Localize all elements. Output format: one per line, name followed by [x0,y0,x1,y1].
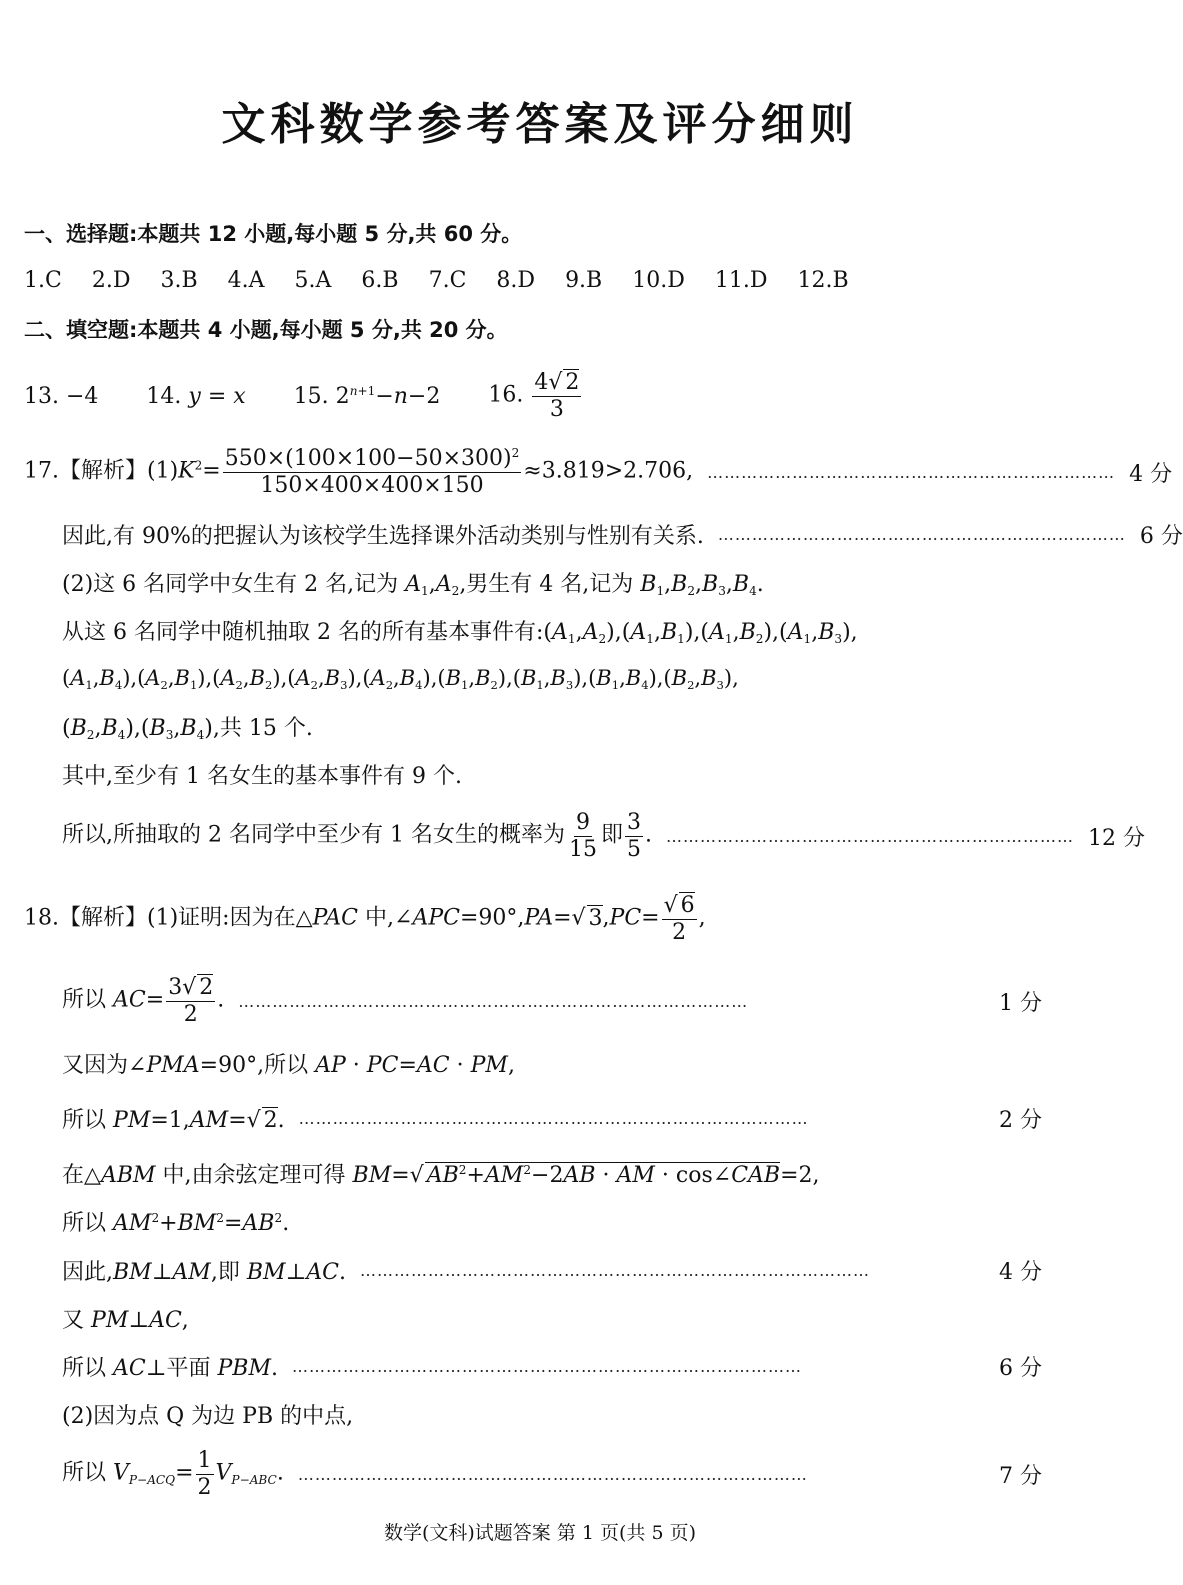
points: 1 分 [999,990,1042,1016]
q18-line-3: 又因为∠PMA=90°,所以 AP · PC=AC · PM, [62,1052,515,1078]
answer-9: 9.B [565,267,603,293]
q17-line-1: 17.【解析】$(1)K^2=$ $\frac{550\times(100\times 100-50\times 300)^2}{150\times 400\times 400\times 150}$ ≈3.819>2.706, ……………………………………………………………… 4 分 [24,446,1173,498]
points: 6 分 [999,1355,1042,1381]
q18-line-5: 在△ABM 中,由余弦定理可得 BM=√ $AB^2+AM^2-2AB$ · AM · cos∠CAB=2, [62,1162,820,1188]
answer-15: 15. $2^{n+1}-n-2$ [293,383,441,409]
answer-1: 1.C [24,267,62,293]
q18-line-8: 又 PM⊥AC, [62,1307,189,1333]
answer-13: 13. −4 [24,383,99,409]
q18-line-2: 所以 AC= $\frac{3√ 2}{2}$ . ……………………………………………………………………………… 1 分 [62,975,1042,1027]
q18-line-9: 所以 AC⊥平面 PBM. ……………………………………………………………………………… 6 分 [62,1351,1042,1381]
q17-line-3: (2)这 6 名同学中女生有 2 名,记为 $A_1,A_2$,男生有 4 名,记为 $B_1,B_2,B_3,B_4$. [62,571,764,598]
answer-5: 5.A [294,267,332,293]
points: 6 分 [1139,523,1183,549]
q18-line-6: 所以 $AM^2+BM^2=AB^2$. [62,1210,290,1236]
answer-14: 14. y = x [146,383,246,409]
points: 7 分 [999,1463,1042,1489]
answer-4: 4.A [227,267,265,293]
q17-line-6: $(B_2,B_4),(B_3,B_4)$,共 15 个. [62,715,313,742]
answer-8: 8.D [496,267,536,293]
q18-line-7: 因此,BM⊥AM,即 BM⊥AC. ……………………………………………………………………………… 4 分 [62,1255,1042,1285]
q17-line-4: 从这 6 名同学中随机抽取 2 名的所有基本事件有$:(A_1,A_2),(A_1,B_1),(A_1,B_2),(A_1,B_3)$, [62,619,858,646]
q17-line-2: 因此,有 90%的把握认为该校学生选择课外活动类别与性别有关系. ……………………………………………………………… 6 分 [62,519,1042,549]
points: 4 分 [999,1259,1042,1285]
points: 4 分 [1129,461,1173,487]
section-heading-choice: 一、选择题:本题共 12 小题,每小题 5 分,共 60 分。 [24,222,523,246]
answer-12: 12.B [797,267,849,293]
fill-answers [24,370,1042,422]
answer-2: 2.D [91,267,131,293]
page-title: 文科数学参考答案及评分细则 [221,99,859,150]
q18-line-11: 所以 $V_{P-ACQ}=$ $\frac{1}{2}$ $V_{P-ABC}$. ……………………………………………………………………………… 7 分 [62,1448,1042,1500]
q18-line-4: 所以 PM=1,AM=√ 2. ……………………………………………………………………………… 2 分 [62,1103,1042,1133]
q17-line-8: 所以,所抽取的 2 名同学中至少有 1 名女生的概率为 $\frac{9}{15}$ 即 $\frac{3}{5}$ . ……………………………………………………………… 12 分 [62,810,1145,862]
q18-line-1: 18.【解析】(1)证明:因为在△PAC 中,∠APC=90°,PA=√ 3,PC= $\frac{√ 6}{2}$ , [24,893,706,945]
answer-6: 6.B [361,267,399,293]
answer-16: 16. $\frac{4√ 2}{3}$ [488,370,580,422]
q18-line-10: (2)因为点 Q 为边 PB 的中点, [62,1403,354,1429]
choice-answers [24,265,1042,295]
answer-10: 10.D [632,267,685,293]
section-heading-fill: 二、填空题:本题共 4 小题,每小题 5 分,共 20 分。 [24,318,508,342]
points: 12 分 [1087,825,1145,851]
answer-7: 7.C [428,267,467,293]
answer-3: 3.B [160,267,198,293]
page-footer: 数学(文科)试题答案 第 1 页(共 5 页) [383,1522,697,1544]
q17-line-5: $(A_1,B_4),(A_2,B_1),(A_2,B_2),(A_2,B_3),(A_2,B_4),(B_1,B_2),(B_1,B_3),(B_1,B_4),(B_2,B_3)$, [62,666,739,693]
q17-line-7: 其中,至少有 1 名女生的基本事件有 9 个. [62,763,462,789]
answer-11: 11.D [714,267,768,293]
points: 2 分 [999,1107,1042,1133]
